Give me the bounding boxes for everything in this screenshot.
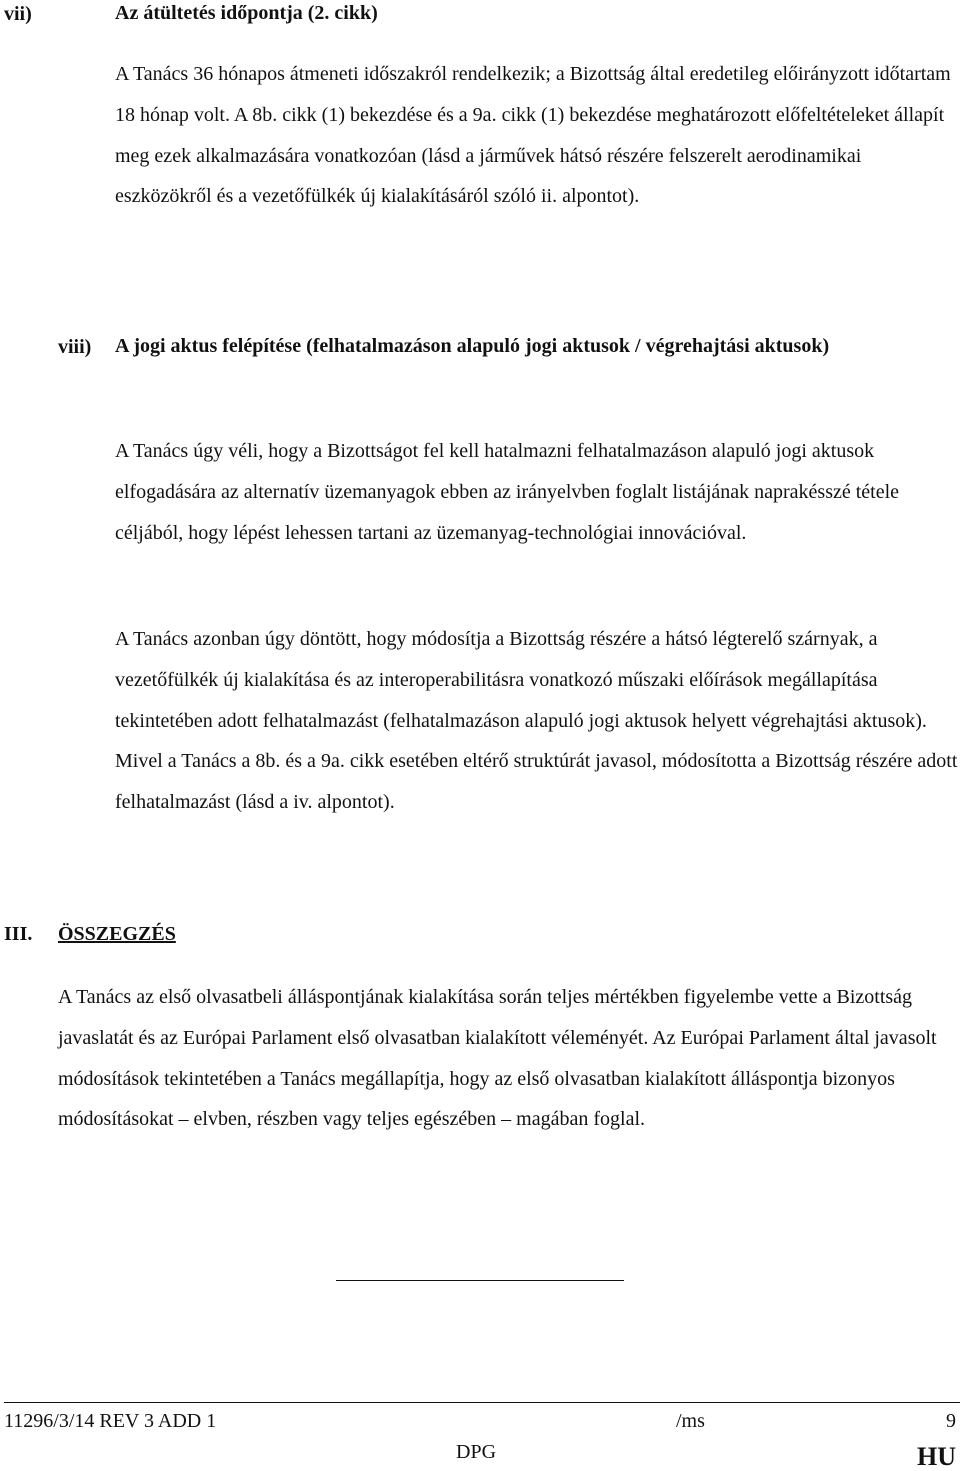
section-III-title: ÖSSZEGZÉS: [58, 923, 176, 945]
footer-doc-ref: 11296/3/14 REV 3 ADD 1: [4, 1410, 217, 1432]
section-vii-number: vii): [4, 3, 32, 25]
footer-language: HU: [917, 1442, 956, 1471]
section-III-paragraph-1: A Tanács az első olvasatbeli álláspontjának kialakítása során teljes mértékben figyelembe vette a Bizottság javaslatát és az Európai Parlament első olvasatban kialakított véleményét. Az Európai Parlament által javasolt módosítások tekintetében a Tanács megállapítja, hogy az első olvasatban kialakított álláspontja bizonyos módosításokat – elvben, részben vagy teljes egészében – magában foglal.: [58, 986, 937, 1131]
section-viii-paragraph-1: A Tanács úgy véli, hogy a Bizottságot fel kell hatalmazni felhatalmazáson alapuló jogi aktusok elfogadására az alternatív üzemanyagok ebben az irányelvben foglalt listájának naprakésszé tétele céljából, hogy lépést lehessen tartani az üzemanyag-technológiai innovációval.: [115, 440, 900, 544]
footer-page-number: 9: [946, 1410, 956, 1432]
section-III-number: III.: [4, 923, 33, 945]
footer-dept: DPG: [456, 1441, 497, 1463]
end-separator-line: [336, 1280, 624, 1281]
section-viii-title: A jogi aktus felépítése (felhatalmazáson alapuló jogi aktusok / végrehajtási aktusok): [115, 335, 830, 357]
section-viii-number: viii): [58, 336, 92, 358]
footer-author: /ms: [676, 1410, 705, 1432]
section-viii-paragraph-2: A Tanács azonban úgy döntött, hogy módosítja a Bizottság részére a hátsó légterelő szárnyak, a vezetőfülkék új kialakítása és az interoperabilitásra vonatkozó műszaki előírások megállapítása tekintetében adott felhatalmazást (felhatalmazáson alapuló jogi aktusok helyett végrehajtási aktusok). Mivel a Tanács a 8b. és a 9a. cikk esetében eltérő struktúrát javasol, módosította a Bizottság részére adott felhatalmazást (lásd a iv. alpontot).: [115, 628, 958, 814]
section-vii-title: Az átültetés időpontja (2. cikk): [115, 2, 378, 24]
section-vii-paragraph-1: A Tanács 36 hónapos átmeneti időszakról rendelkezik; a Bizottság által eredetileg előirányzott időtartam 18 hónap volt. A 8b. cikk (1) bekezdése és a 9a. cikk (1) bekezdése meghatározott előfeltételeket állapít meg ezek alkalmazására vonatkozóan (lásd a járművek hátsó részére felszerelt aerodinamikai eszközökről és a vezetőfülkék új kialakításáról szóló ii. alpontot).: [115, 63, 951, 208]
footer-rule: [4, 1402, 960, 1403]
